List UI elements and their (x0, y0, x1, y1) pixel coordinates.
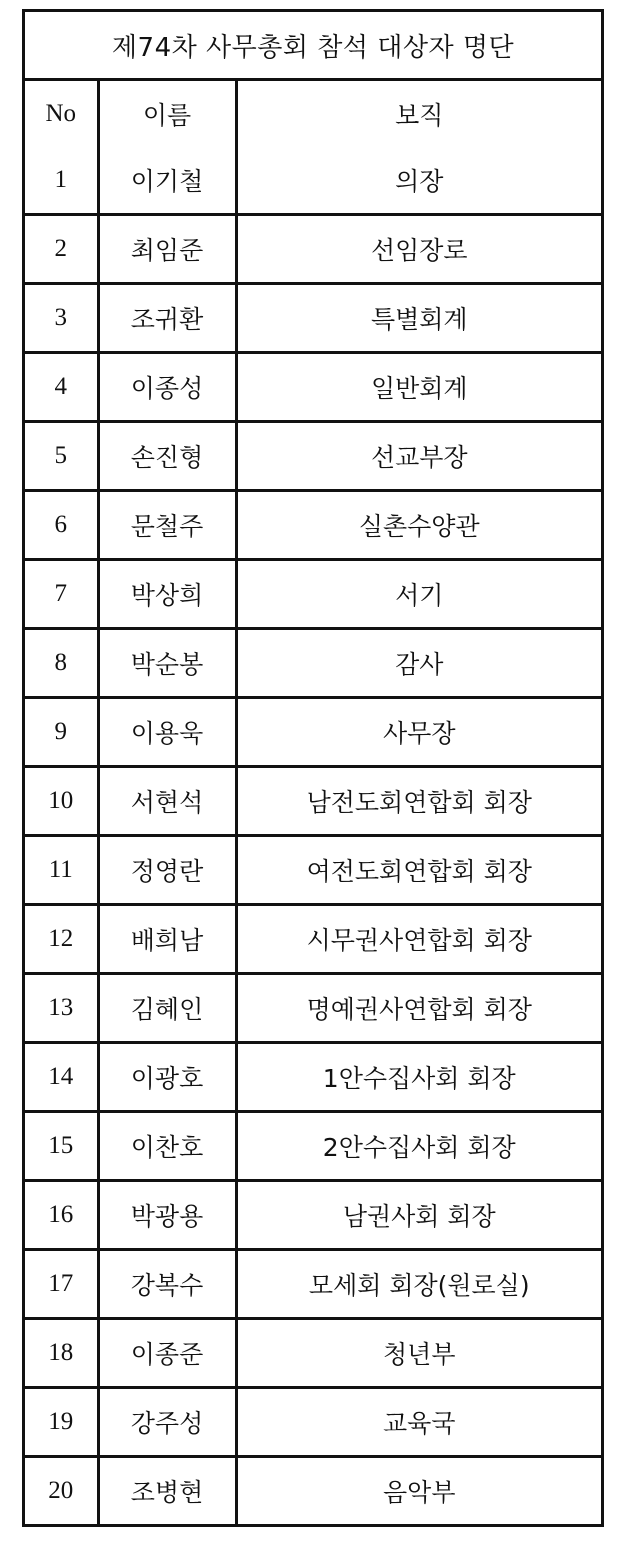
row-position: 선교부장 (236, 422, 601, 491)
row-no: 1 (25, 147, 98, 215)
row-position: 음악부 (383, 1478, 456, 1507)
table-row (25, 1457, 601, 1525)
row-no: 3 (25, 284, 98, 353)
table-row (25, 1319, 601, 1388)
row-no: 19 (25, 1388, 98, 1457)
table-row (25, 698, 601, 767)
row-position: 2안수집사회 회장 (236, 1112, 601, 1181)
attendee-table (25, 81, 601, 1524)
header-no: No (25, 81, 98, 147)
table-row (25, 905, 601, 974)
row-no: 10 (25, 767, 98, 836)
table-row (25, 147, 601, 215)
row-name: 이기철 (98, 147, 236, 215)
row-no: 2 (25, 215, 98, 284)
row-position: 청년부 (236, 1319, 601, 1388)
row-name: 최임준 (98, 215, 236, 284)
row-name: 박순봉 (98, 629, 236, 698)
row-name: 조귀환 (98, 284, 236, 353)
row-name: 조병현 (98, 1457, 236, 1525)
table-row (25, 353, 601, 422)
row-name: 정영란 (98, 836, 236, 905)
table-row (25, 1043, 601, 1112)
row-no: 4 (25, 353, 98, 422)
header-position: 보직 (395, 101, 444, 130)
row-name: 이찬호 (98, 1112, 236, 1181)
row-position: 감사 (236, 629, 601, 698)
table-row (25, 422, 601, 491)
row-no: 12 (25, 905, 98, 974)
row-name: 박상희 (98, 560, 236, 629)
row-position: 실촌수양관 (236, 491, 601, 560)
row-position: 교육국 (236, 1388, 601, 1457)
row-position: 명예권사연합회 회장 (236, 974, 601, 1043)
table-row (25, 974, 601, 1043)
row-no: 18 (25, 1319, 98, 1388)
row-no: 5 (25, 422, 98, 491)
attendee-list-table (22, 9, 604, 1527)
row-no: 14 (25, 1043, 98, 1112)
table-title: 제74차 사무총회 참석 대상자 명단 (25, 12, 601, 81)
table-row (25, 215, 601, 284)
row-name: 이용욱 (98, 698, 236, 767)
table-row (25, 491, 601, 560)
row-name: 이종준 (98, 1319, 236, 1388)
row-no: 16 (25, 1181, 98, 1250)
row-position: 선임장로 (236, 215, 601, 284)
row-position: 시무권사연합회 회장 (236, 905, 601, 974)
row-position: 특별회계 (236, 284, 601, 353)
table-row (25, 284, 601, 353)
row-no: 17 (25, 1250, 98, 1319)
table-row (25, 1388, 601, 1457)
table-row (25, 1112, 601, 1181)
row-position: 남전도회연합회 회장 (236, 767, 601, 836)
row-position: 일반회계 (236, 353, 601, 422)
header-name: 이름 (98, 81, 236, 147)
row-name: 강복수 (98, 1250, 236, 1319)
row-no: 15 (25, 1112, 98, 1181)
row-name: 이종성 (98, 353, 236, 422)
row-position: 사무장 (236, 698, 601, 767)
table-row (25, 560, 601, 629)
table-row (25, 767, 601, 836)
table-row (25, 1250, 601, 1319)
row-position: 1안수집사회 회장 (236, 1043, 601, 1112)
row-name: 이광호 (98, 1043, 236, 1112)
row-no: 20 (25, 1457, 98, 1525)
table-row (25, 629, 601, 698)
row-name: 배희남 (98, 905, 236, 974)
row-no: 6 (25, 491, 98, 560)
row-name: 손진형 (98, 422, 236, 491)
row-no: 7 (25, 560, 98, 629)
table-row (25, 1181, 601, 1250)
row-position: 모세회 회장(원로실) (236, 1250, 601, 1319)
row-name: 박광용 (98, 1181, 236, 1250)
row-position: 의장 (236, 147, 601, 215)
row-no: 13 (25, 974, 98, 1043)
row-no: 8 (25, 629, 98, 698)
row-name: 문철주 (98, 491, 236, 560)
row-name: 김혜인 (98, 974, 236, 1043)
row-no: 9 (25, 698, 98, 767)
row-position: 남권사회 회장 (236, 1181, 601, 1250)
row-name: 서현석 (98, 767, 236, 836)
table-row (25, 836, 601, 905)
row-name: 강주성 (98, 1388, 236, 1457)
row-no: 11 (25, 836, 98, 905)
row-position: 여전도회연합회 회장 (236, 836, 601, 905)
header-row (25, 81, 601, 147)
row-position: 서기 (236, 560, 601, 629)
